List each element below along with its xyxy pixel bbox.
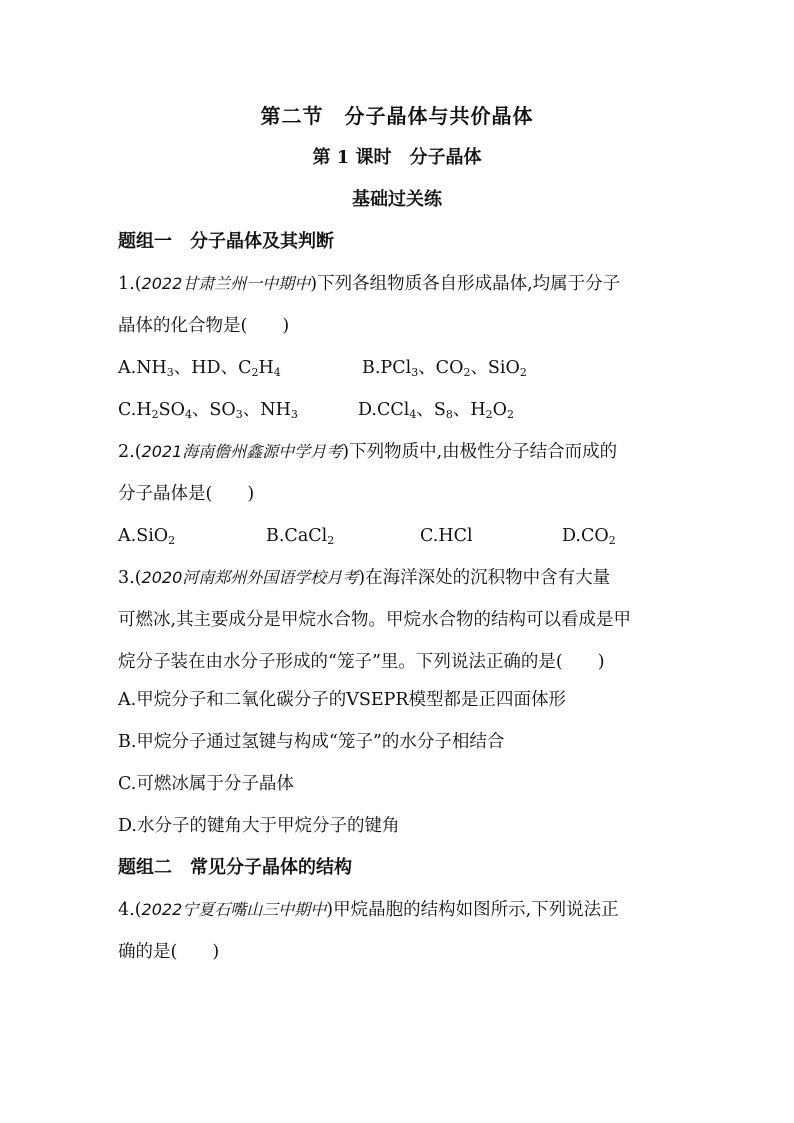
option-1A: $A.NH_3$、HD、$C_2H_4$ bbox=[118, 358, 281, 379]
question-1-stem-cont: 晶体的化合物是( ) bbox=[118, 316, 290, 336]
section-title: 第二节 分子晶体与共价晶体 bbox=[260, 104, 534, 128]
question-4-stem: 4.(2022宁夏石嘴山三中期中)甲烷晶胞的结构如图所示,下列说法正 bbox=[118, 900, 619, 920]
option-3D: D.水分子的键角大于甲烷分子的键角 bbox=[118, 816, 400, 836]
option-3B: B.甲烷分子通过氢键与构成“笼子”的水分子相结合 bbox=[118, 732, 505, 752]
question-source: 2022甘肃兰州一中期中 bbox=[141, 274, 311, 293]
option-1C: $C.H_2SO_4$、$SO_3$、$NH_3$ bbox=[118, 400, 298, 421]
question-4-stem-cont: 确的是( ) bbox=[118, 942, 220, 962]
question-3-stem: 3.(2020河南郑州外国语学校月考)在海洋深处的沉积物中含有大量 bbox=[118, 568, 611, 588]
question-2-stem: 2.(2021海南儋州鑫源中学月考)下列物质中,由极性分子结合而成的 bbox=[118, 442, 618, 462]
subtitle: 基础过关练 bbox=[352, 189, 442, 210]
group-1-heading: 题组一 分子晶体及其判断 bbox=[118, 231, 334, 252]
option-2C: C.HCl bbox=[420, 526, 473, 546]
option-2A: A.SiO$_2$ bbox=[118, 526, 176, 547]
question-3-stem-cont: 烷分子装在由水分子形成的“笼子”里。下列说法正确的是( ) bbox=[118, 652, 605, 672]
option-3C: C.可燃冰属于分子晶体 bbox=[118, 774, 294, 794]
option-2D: $D.CO_2$ bbox=[562, 526, 616, 547]
option-3A: A.甲烷分子和二氧化碳分子的VSEPR模型都是正四面体形 bbox=[118, 690, 567, 710]
question-number: 2.( bbox=[118, 442, 142, 462]
question-number: 4.( bbox=[118, 900, 142, 920]
question-source: 2021海南儋州鑫源中学月考 bbox=[141, 442, 343, 461]
question-number: 3.( bbox=[118, 568, 142, 588]
option-1D: D.CCl$_4$、$S_8$、$H_2O_2$ bbox=[358, 400, 514, 421]
lesson-title: 第 1 课时 分子晶体 bbox=[312, 147, 482, 168]
question-source: 2022宁夏石嘴山三中期中 bbox=[141, 900, 327, 919]
question-number: 1.( bbox=[118, 274, 142, 294]
option-1B: B.PCl$_3$、$CO_2$、SiO$_2$ bbox=[362, 358, 527, 379]
question-1-stem: 1.(2022甘肃兰州一中期中)下列各组物质各自形成晶体,均属于分子 bbox=[118, 274, 621, 294]
option-2B: B.CaCl$_2$ bbox=[266, 526, 335, 547]
group-2-heading: 题组二 常见分子晶体的结构 bbox=[118, 857, 352, 878]
question-3-stem-cont: 可燃冰,其主要成分是甲烷水合物。甲烷水合物的结构可以看成是甲 bbox=[118, 610, 632, 630]
question-2-stem-cont: 分子晶体是( ) bbox=[118, 484, 255, 504]
question-source: 2020河南郑州外国语学校月考 bbox=[141, 568, 359, 587]
